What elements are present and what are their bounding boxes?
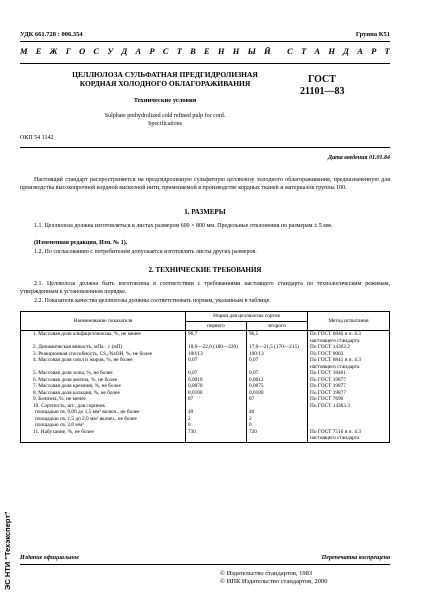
banner-letter: С: [93, 46, 100, 56]
table-row: [21, 331, 390, 345]
table-cell: 6. Массовая доля железа, %, не более: [21, 377, 186, 384]
banner-letter: Д: [121, 46, 128, 56]
banner-letter: Н: [328, 46, 335, 56]
banner-letter: Е: [35, 46, 42, 56]
paragraph: 1.1. Целлюлоза должна изготовляться в листах размером 600 × 800 мм. Предельные отклонения по размерам ± 5 мм.: [34, 223, 333, 229]
rule: [20, 41, 390, 42]
table-cell: По ГОСТ 19877: [308, 377, 390, 384]
table-cell: По ГОСТ 19877: [308, 383, 390, 390]
table-cell: 0,0070: [186, 383, 247, 390]
banner-letter: Е: [204, 46, 210, 56]
table-cell: По ГОСТ 7690: [308, 396, 390, 403]
table-row: [21, 357, 390, 370]
banner-letter: Й: [264, 46, 271, 56]
banner-letter: Р: [149, 46, 155, 56]
banner-letter: А: [314, 46, 321, 56]
table-row: [21, 429, 390, 443]
column-header: первого: [186, 321, 247, 331]
table-cell: 0,0100: [247, 390, 308, 397]
banner-letter: Т: [176, 46, 182, 56]
copyright-line: © ИПК Издательство стандартов, 2000: [220, 578, 328, 585]
table-cell: По ГОСТ 19877: [308, 390, 390, 397]
table-cell: 40: [186, 409, 247, 416]
group-code: Группа К51: [355, 31, 390, 38]
paragraph: 2.1. Целлюлоза должна быть изготовлена в соответствии с требованиями настоящего стандарта по технологическим режимам, утвержденным в установленном порядке.: [20, 281, 390, 295]
banner-letter: Ж: [49, 46, 58, 56]
table-cell: По ГОСТ 7516 и п. 4.3 настоящего стандарта: [308, 429, 390, 443]
title-line: КОРДНАЯ ХОЛОДНОГО ОБЛАГОРАЖИВАНИЯ: [79, 79, 251, 88]
table-cell: 100/13: [186, 351, 247, 358]
table-cell: 1. Массовая доля альфацеллюлозы, %, не менее: [21, 331, 186, 345]
table-cell: 2: [247, 416, 308, 423]
amendment-note: (Измененная редакция, Изм. № 1).: [34, 240, 128, 246]
table-cell: 2. Динамическая вязкость, мПа · с (мП): [21, 344, 186, 351]
table-cell: 100/13: [247, 351, 308, 358]
section-heading: 2. ТЕХНИЧЕСКИЕ ТРЕБОВАНИЯ: [148, 266, 262, 274]
table-cell: 3. Реакционная способность, CS₂/NaOH, %, не более: [21, 351, 186, 358]
table-cell: По ГОСТ 18461: [308, 370, 390, 377]
column-header: Метод испытания: [308, 312, 390, 331]
banner-letter: Т: [301, 46, 307, 56]
table-cell: 7. Массовая доля кремния, %, не более: [21, 383, 186, 390]
banner-letter: Д: [343, 46, 349, 56]
reprint-prohibited: Перепечатка воспрещена: [321, 555, 390, 561]
table-cell: По ГОСТ 14363.2: [308, 344, 390, 351]
table-cell: 2: [186, 416, 247, 423]
banner-letter: С: [162, 46, 169, 56]
rule: [20, 147, 390, 148]
banner-letter: О: [79, 46, 86, 56]
copyright-line: © Издательство стандартов, 1983: [220, 570, 313, 577]
table-cell: 0,0010: [186, 377, 247, 384]
table-cell: 10. Сортность, шт., для соринок: [21, 403, 186, 410]
table-cell: 18,0—22,0 (180—220): [186, 344, 247, 351]
table-cell: 11. Набухание, %, не более: [21, 429, 186, 443]
table-cell: 0,07: [186, 357, 247, 370]
table-cell: 96,5: [247, 331, 308, 345]
table-cell: 0,0012: [247, 377, 308, 384]
table-cell: 8. Массовая доля кальция, %, не более: [21, 390, 186, 397]
column-header: Наименование показателя: [21, 312, 186, 331]
table-cell: 0: [186, 422, 247, 429]
table-cell: 0,0100: [186, 390, 247, 397]
english-title-line: Specifications: [148, 121, 182, 127]
copyright: [220, 570, 328, 586]
table-cell: 720: [247, 429, 308, 443]
watermark-text: ЭС НТИ "Техэксперт": [3, 511, 12, 590]
banner-letter: А: [357, 46, 363, 56]
official-edition: Издание официальное: [20, 555, 79, 561]
table-cell: По ГОСТ 6841 и п. 4.3 настоящего стандарта: [308, 357, 390, 370]
banner-letter: У: [107, 46, 114, 56]
rule: [20, 564, 390, 565]
banner-letter: Ы: [247, 46, 256, 56]
table-cell: площадью св. 1,5 до 2,0 мм² включ., не более: [21, 416, 186, 423]
table-cell: 96,7: [186, 331, 247, 345]
introduction-date: Дата введения 01.01.84: [328, 155, 390, 161]
title-line: ЦЕЛЛЮЛОЗА СУЛЬФАТНАЯ ПРЕДГИДРОЛИЗНАЯ: [72, 70, 258, 79]
interstate-standard-banner: [20, 46, 390, 56]
table-cell: 40: [247, 409, 308, 416]
table-cell: площадью св. 0,06 до 1,5 мм² включ., не более: [21, 409, 186, 416]
table-cell: 0,07: [247, 370, 308, 377]
table-row: [21, 344, 390, 351]
table-cell: 730: [186, 429, 247, 443]
banner-letter: Г: [65, 46, 71, 56]
table-cell: 9. Белизна, %, не менее: [21, 396, 186, 403]
table-cell: По ГОСТ 14363.3: [308, 403, 390, 410]
quality-table: [20, 311, 390, 443]
gost-code: 21101—83: [300, 86, 345, 97]
table-cell: 5. Массовая доля золы, %, не более: [21, 370, 186, 377]
intro-paragraph: Настоящий стандарт распространяется на предгидролизную сульфатную целлюлозу холодного облагораживания, предназначенную для производства высокопрочной кордной вискозной нити, применяемой в производстве кордных тканей и материалов группы 100.: [20, 177, 390, 191]
english-title: [50, 112, 280, 128]
table-cell: По ГОСТ 6840 и п. 4.3 настоящего стандарта: [308, 331, 390, 345]
gost-label: ГОСТ: [308, 74, 336, 85]
table-cell: 0,07: [186, 370, 247, 377]
banner-letter: Н: [232, 46, 240, 56]
table-cell: 0,07: [247, 357, 308, 370]
table-cell: 0: [247, 422, 308, 429]
paragraph: 2.2. Показатели качества целлюлозы должны соответствовать нормам, указанным в таблице.: [34, 298, 271, 304]
banner-letter: С: [287, 46, 293, 56]
table-cell: 0,0075: [247, 383, 308, 390]
udk-code: УДК 661.728 : 006.354: [20, 31, 83, 38]
table-cell: 87: [186, 396, 247, 403]
section-heading: 1. РАЗМЕРЫ: [184, 208, 226, 216]
table-cell: По ГОСТ 9003: [308, 351, 390, 358]
banner-letter: Т: [384, 46, 390, 56]
column-header: второго: [247, 321, 308, 331]
table-cell: 87: [247, 396, 308, 403]
banner-letter: Р: [371, 46, 377, 56]
table-cell: 4. Массовая доля смол и жиров, %, не более: [21, 357, 186, 370]
table-cell: 17,0—21,5 (170—215): [247, 344, 308, 351]
side-watermark: [3, 450, 17, 590]
column-header: Норма для целлюлозы сортов: [186, 312, 308, 322]
subtitle: Технические условия: [133, 97, 197, 104]
banner-letter: В: [190, 46, 196, 56]
english-title-line: Sulphate prehydrolized cold refined pulp for cord.: [104, 113, 226, 119]
rule: [20, 63, 390, 64]
banner-letter: Н: [217, 46, 225, 56]
paragraph: 1.2. По согласованию с потребителем допускается изготовлять листы других размеров.: [34, 249, 257, 255]
document-title: [50, 70, 280, 88]
banner-letter: М: [20, 46, 28, 56]
gost-number: [300, 74, 344, 98]
table-cell: площадью св. 2,0 мм²: [21, 422, 186, 429]
banner-letter: А: [135, 46, 142, 56]
okp-code: ОКП 54 1142: [20, 135, 54, 141]
